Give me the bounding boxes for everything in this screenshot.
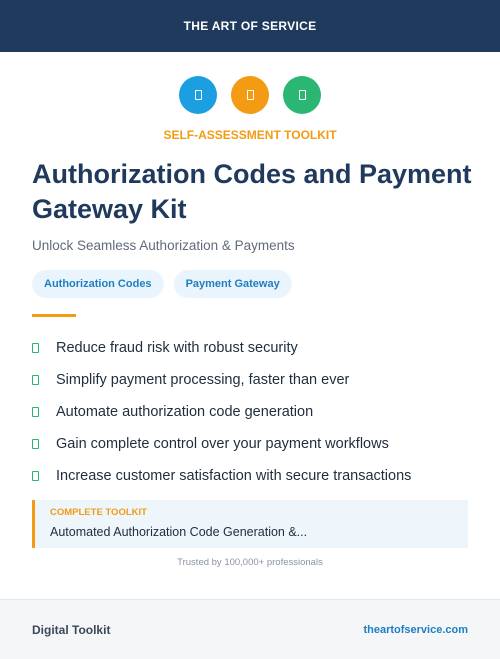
tag-list: [32, 270, 292, 298]
benefit-item: [32, 332, 411, 364]
benefit-text: Simplify payment processing, faster than ever: [56, 372, 350, 388]
benefit-item: [32, 396, 411, 428]
check-icon: [32, 471, 39, 481]
check-icon: [32, 439, 39, 449]
benefit-list: [32, 332, 411, 492]
icon-circle-blue: [179, 76, 217, 114]
document-icon: [299, 90, 306, 100]
icon-circle-orange: [231, 76, 269, 114]
tag-authorization-codes: Authorization Codes: [32, 270, 164, 298]
benefit-text: Increase customer satisfaction with secure transactions: [56, 468, 412, 484]
document-icon: [195, 90, 202, 100]
benefit-text: Reduce fraud risk with robust security: [56, 340, 298, 356]
callout-label: COMPLETE TOOLKIT: [50, 507, 147, 518]
trust-statement: Trusted by 100,000+ professionals: [177, 557, 323, 568]
brand-name: THE ART OF SERVICE: [183, 19, 317, 33]
document-icon: [247, 90, 254, 100]
check-icon: [32, 343, 39, 353]
benefit-item: [32, 460, 411, 492]
benefit-item: [32, 428, 411, 460]
check-icon: [32, 407, 39, 417]
page-title: Authorization Codes and Payment Gateway Kit: [32, 159, 472, 224]
tag-payment-gateway: Payment Gateway: [174, 270, 292, 298]
header-bar: [0, 0, 500, 52]
website-link[interactable]: theartofservice.com: [363, 623, 468, 636]
icon-circle-green: [283, 76, 321, 114]
callout-value: Automated Authorization Code Generation &...: [50, 525, 308, 539]
benefit-item: [32, 364, 411, 396]
accent-divider: [32, 314, 76, 317]
subtitle: Unlock Seamless Authorization & Payments: [32, 238, 295, 253]
toolkit-callout: [32, 500, 468, 548]
eyebrow-label: SELF-ASSESSMENT TOOLKIT: [163, 128, 337, 142]
benefit-text: Automate authorization code generation: [56, 404, 314, 420]
footer-label: Digital Toolkit: [32, 622, 111, 637]
check-icon: [32, 375, 39, 385]
benefit-text: Gain complete control over your payment workflows: [56, 436, 389, 452]
icon-row: [0, 76, 500, 114]
footer-bar: [0, 599, 500, 659]
